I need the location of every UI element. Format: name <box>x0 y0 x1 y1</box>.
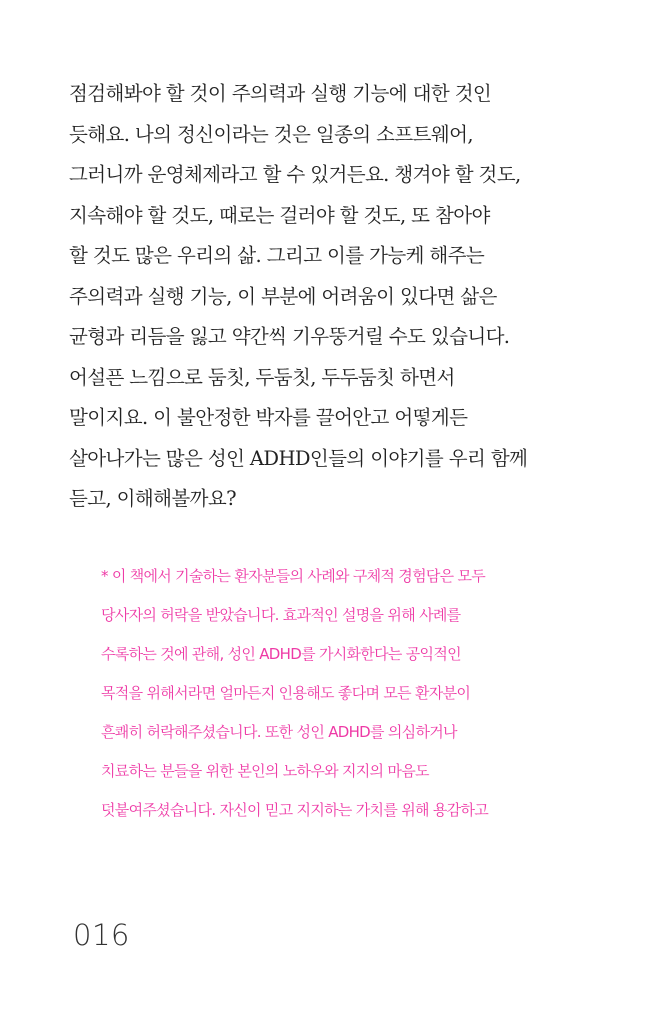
footnote-line: 목적을 위해서라면 얼마든지 인용해도 좋다며 모든 환자분이 <box>101 684 471 702</box>
body-line: 할 것도 많은 우리의 삶. 그리고 이를 가능케 해주는 <box>69 244 485 267</box>
body-line: 어설픈 느낌으로 둠칫, 두둠칫, 두두둠칫 하면서 <box>69 365 455 389</box>
page-number: 016 <box>73 918 130 952</box>
body-line: 주의력과 실행 기능, 이 부분에 어려움이 있다면 삶은 <box>69 284 497 308</box>
body-line: 그러니까 운영체제라고 할 수 있거든요. 챙겨야 할 것도, <box>69 163 521 186</box>
body-line: 균형과 리듬을 잃고 약간씩 기우뚱거릴 수도 있습니다. <box>69 325 510 348</box>
footnote-line: 덧붙여주셨습니다. 자신이 믿고 지지하는 가치를 위해 용감하고 <box>101 801 489 819</box>
footnote-line: 흔쾌히 허락해주셨습니다. 또한 성인 ADHD를 의심하거나 <box>101 723 457 741</box>
body-line: 살아나가는 많은 성인 ADHD인들의 이야기를 우리 함께 <box>69 446 528 470</box>
footnote-line: 수록하는 것에 관해, 성인 ADHD를 가시화한다는 공익적인 <box>101 645 461 663</box>
footnote-line: 당사자의 허락을 받았습니다. 효과적인 설명을 위해 사례를 <box>101 606 461 624</box>
body-line: 점검해봐야 할 것이 주의력과 실행 기능에 대한 것인 <box>69 82 492 105</box>
body-line: 지속해야 할 것도, 때로는 걸러야 할 것도, 또 참아야 <box>69 203 490 227</box>
footnote <box>101 557 621 830</box>
footnote-line: * 이 책에서 기술하는 환자분들의 사례와 구체적 경험담은 모두 <box>101 567 486 585</box>
body-paragraph <box>69 74 629 520</box>
body-line: 듣고, 이해해볼까요? <box>69 487 236 510</box>
body-line: 듯해요. 나의 정신이라는 것은 일종의 소프트웨어, <box>69 122 473 146</box>
body-line: 말이지요. 이 불안정한 박자를 끌어안고 어떻게든 <box>69 406 468 429</box>
footnote-line: 치료하는 분들을 위한 본인의 노하우와 지지의 마음도 <box>101 762 429 780</box>
